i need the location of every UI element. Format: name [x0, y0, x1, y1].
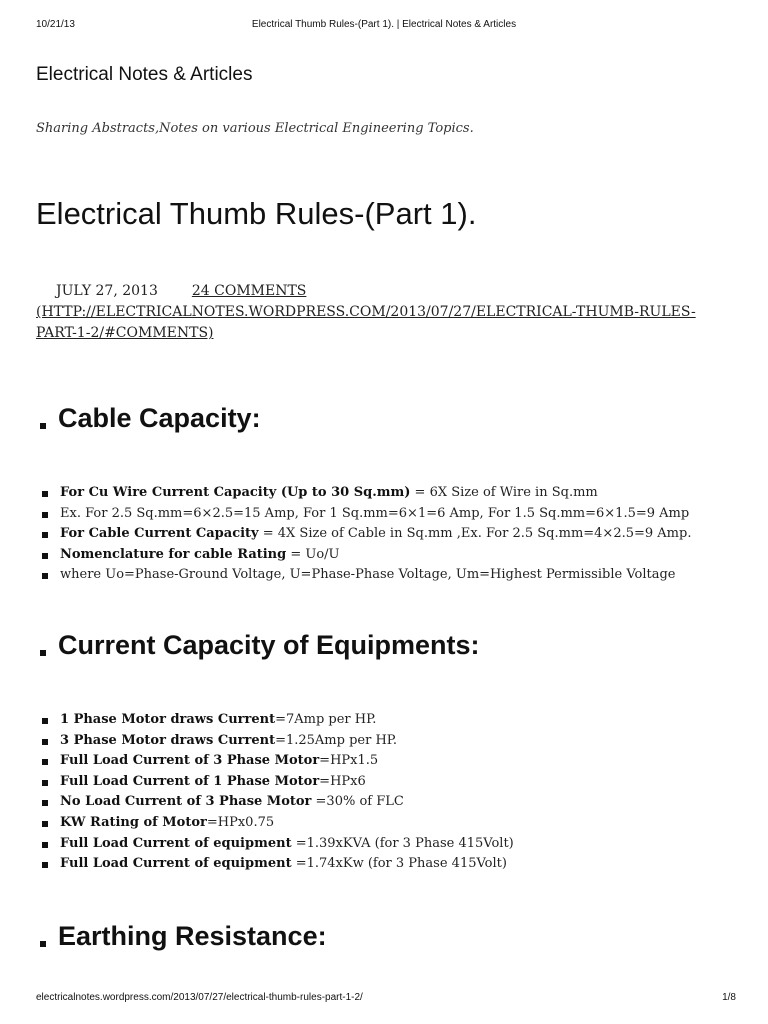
- page-number: 1/8: [722, 992, 736, 1003]
- rule-value: =HPx0.75: [206, 814, 275, 830]
- print-url: electricalnotes.wordpress.com/2013/07/27/electrical-thumb-rules-part-1-2/: [36, 992, 363, 1003]
- cable-capacity-list: [40, 483, 691, 586]
- rule-value: =30% of FLC: [311, 794, 404, 810]
- bullet-icon: [42, 718, 48, 724]
- bullet-icon: [42, 842, 48, 848]
- list-item: [40, 504, 691, 525]
- bullet-icon: [42, 532, 48, 538]
- site-tagline: Sharing Abstracts,Notes on various Electrical Engineering Topics.: [36, 121, 474, 136]
- rule-value: =1.74xKw (for 3 Phase 415Volt): [291, 856, 507, 872]
- bullet-icon: [42, 739, 48, 745]
- print-page-title: Electrical Thumb Rules-(Part 1). | Electrical Notes & Articles: [251, 19, 517, 30]
- comments-url-link[interactable]: (HTTP://ELECTRICALNOTES.WORDPRESS.COM/2013/07/27/ELECTRICAL-THUMB-RULES-PART-1-2/#COMMENTS): [36, 304, 696, 341]
- bullet-icon: [42, 512, 48, 518]
- list-item: [40, 813, 514, 834]
- current-capacity-list: [40, 710, 514, 875]
- rule-value: Ex. For 2.5 Sq.mm=6×2.5=15 Amp, For 1 Sq.mm=6×1=6 Amp, For 1.5 Sq.mm=6×1.5=9 Amp: [60, 505, 690, 521]
- bullet-icon: [42, 553, 48, 559]
- list-item: [40, 565, 691, 586]
- list-item: [40, 834, 514, 855]
- rule-value: =HPx1.5: [319, 753, 379, 769]
- section-heading-current-capacity: [40, 630, 480, 661]
- comments-link[interactable]: 24 COMMENTS: [191, 283, 307, 299]
- list-item: [40, 710, 514, 731]
- rule-label: No Load Current of 3 Phase Motor: [60, 794, 312, 810]
- rule-label: Full Load Current of equipment: [60, 856, 292, 872]
- rule-value: where Uo=Phase-Ground Voltage, U=Phase-Phase Voltage, Um=Highest Permissible Voltage: [60, 567, 676, 583]
- section-heading-text: Current Capacity of Equipments:: [58, 630, 480, 660]
- list-item: [40, 483, 691, 504]
- list-item: [40, 792, 514, 813]
- site-title[interactable]: Electrical Notes & Articles: [36, 64, 253, 85]
- bullet-icon: [42, 800, 48, 806]
- rule-label: Nomenclature for cable Rating: [60, 546, 287, 562]
- heading-bullet: [40, 941, 46, 947]
- rule-label: Full Load Current of 1 Phase Motor: [60, 773, 320, 789]
- list-item: [40, 854, 514, 875]
- print-date: 10/21/13: [36, 19, 75, 30]
- post-date: JULY 27, 2013: [56, 283, 158, 299]
- bullet-icon: [42, 780, 48, 786]
- rule-value: =1.25Amp per HP.: [275, 732, 398, 748]
- list-item: [40, 731, 514, 752]
- rule-label: Full Load Current of 3 Phase Motor: [60, 753, 320, 769]
- rule-value: =7Amp per HP.: [275, 712, 377, 727]
- heading-bullet: [40, 650, 46, 656]
- list-item: [40, 524, 691, 545]
- rule-value: =HPx6: [319, 773, 366, 789]
- bullet-icon: [42, 491, 48, 497]
- rule-label: Full Load Current of equipment: [60, 835, 292, 851]
- section-heading-earthing-resistance: [40, 921, 327, 952]
- bullet-icon: [42, 759, 48, 765]
- section-heading-cable-capacity: [40, 403, 261, 434]
- bullet-icon: [42, 573, 48, 579]
- rule-label: For Cu Wire Current Capacity (Up to 30 Sq.mm): [60, 485, 411, 500]
- list-item: [40, 545, 691, 566]
- rule-value: = Uo/U: [286, 546, 340, 562]
- rule-label: 3 Phase Motor draws Current: [60, 732, 276, 748]
- list-item: [40, 751, 514, 772]
- rule-label: For Cable Current Capacity: [60, 526, 259, 542]
- rule-value: = 4X Size of Cable in Sq.mm ,Ex. For 2.5 Sq.mm=4×2.5=9 Amp.: [258, 526, 692, 542]
- post-meta: [36, 281, 736, 344]
- bullet-icon: [42, 862, 48, 868]
- rule-label: 1 Phase Motor draws Current: [60, 712, 276, 727]
- post-title: Electrical Thumb Rules-(Part 1).: [36, 196, 477, 231]
- rule-value: =1.39xKVA (for 3 Phase 415Volt): [291, 835, 514, 851]
- heading-bullet: [40, 423, 46, 429]
- bullet-icon: [42, 821, 48, 827]
- section-heading-text: Earthing Resistance:: [58, 921, 327, 951]
- list-item: [40, 772, 514, 793]
- rule-label: KW Rating of Motor: [60, 814, 207, 830]
- section-heading-text: Cable Capacity:: [58, 403, 261, 433]
- rule-value: = 6X Size of Wire in Sq.mm: [410, 485, 598, 500]
